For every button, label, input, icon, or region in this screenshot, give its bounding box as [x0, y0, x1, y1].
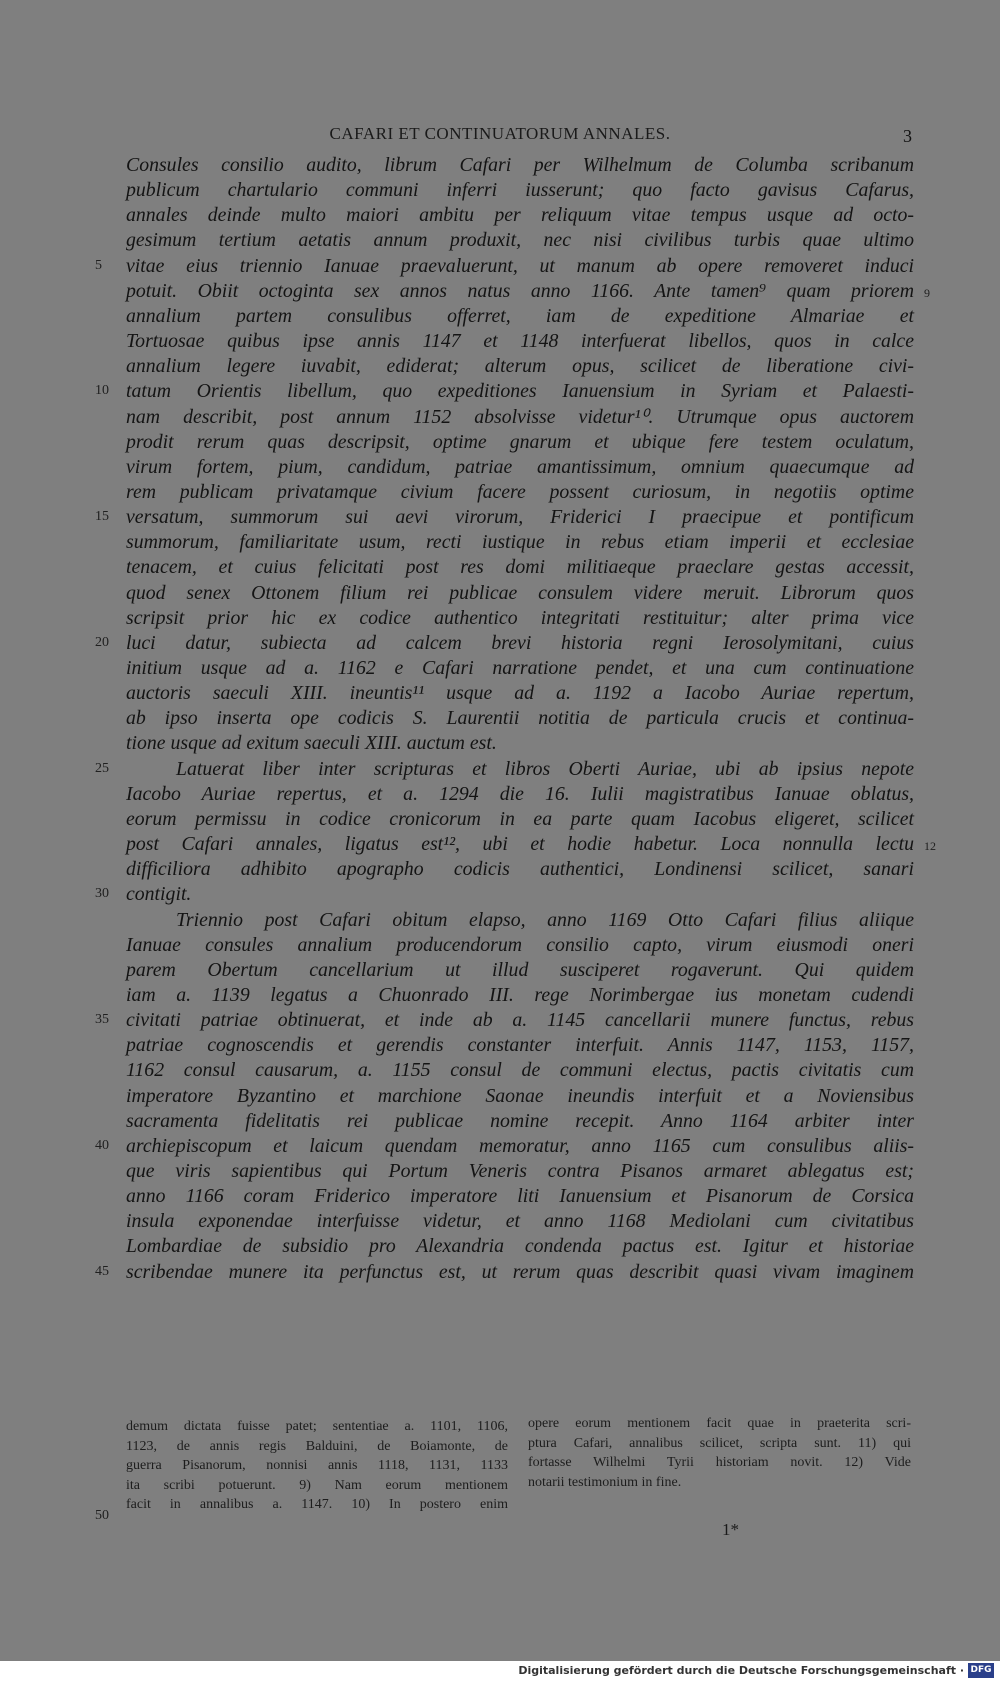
footnote-line: ptura Cafari, annalibus scilicet, scripta sunt. 11) qui [528, 1435, 911, 1451]
footnote-line-number: 50 [95, 1508, 109, 1523]
text-line: archiepiscopum et laicum quendam memoratur, anno 1165 cum consulibus aliis- [126, 1134, 914, 1157]
text-line: prodit rerum quas descripsit, optime gnarum et ubique fere testem oculatum, [126, 430, 914, 453]
text-line: auctoris saeculi XIII. ineuntis¹¹ usque ad a. 1192 a Iacobo Auriae repertum, [126, 682, 914, 705]
dfg-logo: DFG [968, 1663, 994, 1678]
line-number: 25 [95, 760, 109, 776]
line-number: 35 [95, 1012, 109, 1028]
funding-credit: Digitalisierung gefördert durch die Deutsche Forschungsgemeinschaft · [518, 1664, 964, 1677]
text-line: ab ipso inserta ope codicis S. Laurentii notitia de particula crucis et continua- [126, 707, 914, 730]
text-line: Triennio post Cafari obitum elapso, anno 1169 Otto Cafari filius aliique [176, 908, 914, 931]
line-number: 15 [95, 509, 109, 525]
text-line: quod senex Ottonem filium rei publicae consulem videre meruit. Librorum quos [126, 581, 914, 604]
line-number: 40 [95, 1137, 109, 1153]
text-line: annalium legere iuvabit, ediderat; alterum opus, scilicet de liberatione civi- [126, 355, 914, 378]
footnote-line: fortasse Wilhelmi Tyrii historiam novit. 12) Vide [528, 1455, 911, 1470]
text-line: scripsit prior hic ex codice authentico integritati restituitur; alter prima vice [126, 606, 914, 629]
footnote-line: facit in annalibus a. 1147. 10) In postero enim [126, 1497, 508, 1512]
running-header: CAFARI ET CONTINUATORUM ANNALES. [329, 124, 671, 143]
text-line: Ianuae consules annalium producendorum consilio capto, virum eiusmodi oneri [126, 933, 914, 956]
text-line: Latuerat liber inter scripturas et libros Oberti Auriae, ubi ab ipsius nepote [176, 757, 914, 780]
text-line: Consules consilio audito, librum Cafari per Wilhelmum de Columba scribanum [126, 154, 914, 176]
margin-note: 12 [924, 839, 936, 854]
text-line: tenacem, et cuius felicitati post res domi militiaeque praeclare gestas accessit, [126, 556, 914, 579]
text-line: eorum permissu in codice cronicorum in ea parte quam Iacobus eligeret, scilicet [126, 807, 914, 830]
text-line: iam a. 1139 legatus a Chuonrado III. rege Norimbergae ius monetam cudendi [126, 983, 914, 1006]
footnote-line: demum dictata fuisse patet; sententiae a. 1101, 1106, [126, 1419, 508, 1434]
text-line: sacramenta fidelitatis rei publicae nomine recepit. Anno 1164 arbiter inter [126, 1109, 914, 1132]
text-line: Iacobo Auriae repertus, et a. 1294 die 16. Iulii magistratibus Ianuae oblatus, [126, 782, 914, 805]
text-line: annales deinde multo maiori ambitu per reliquum vitae tempus usque ad octo- [126, 204, 914, 227]
line-number: 20 [95, 634, 109, 650]
text-line: vitae eius triennio Ianuae praevaluerunt, ut manum ab opere removeret induci [126, 254, 914, 277]
text-line: parem Obertum cancellarium ut illud susciperet rogaverunt. Qui quidem [126, 958, 914, 981]
text-line: scribendae munere ita perfunctus est, ut rerum quas describit quasi vivam imaginem [126, 1260, 914, 1283]
text-line: gesimum tertium aetatis annum produxit, nec nisi civilibus turbis quae ultimo [126, 229, 914, 252]
text-line: potuit. Obiit octoginta sex annos natus anno 1166. Ante tamen⁹ quam priorem [126, 279, 914, 302]
text-line: Tortuosae quibus ipse annis 1147 et 1148 interfuerat libellos, quos in calce [126, 330, 914, 353]
signature-mark: 1* [722, 1520, 739, 1539]
footnote-line: notarii testimonium in fine. [528, 1474, 682, 1490]
line-number: 5 [95, 257, 102, 273]
text-line: que viris sapientibus qui Portum Veneris contra Pisanos armaret ablegatus est; [126, 1160, 914, 1182]
text-line: difficiliora adhibito apographo codicis authentici, Londinensi scilicet, sanari [126, 858, 914, 881]
text-line: tione usque ad exitum saeculi XIII. auctum est. [126, 732, 497, 755]
text-line: insula exponendae interfuisse videtur, et anno 1168 Mediolani cum civitatibus [126, 1210, 914, 1233]
line-number: 30 [95, 886, 109, 902]
margin-note: 9 [924, 285, 930, 300]
text-line: Lombardiae de subsidio pro Alexandria condenda pactus est. Igitur et historiae [126, 1235, 914, 1258]
text-line: publicum chartulario communi inferri iusserunt; quo facto gavisus Cafarus, [126, 179, 914, 202]
text-line: patriae cognoscendis et gerendis constanter interfuit. Annis 1147, 1153, 1157, [126, 1034, 914, 1057]
footnote-line: ita scribi potuerunt. 9) Nam eorum mentionem [126, 1477, 508, 1493]
text-line: imperatore Byzantino et marchione Saonae ineundis interfuit et a Noviensibus [126, 1084, 914, 1107]
text-line: 1162 consul causarum, a. 1155 consul de communi electus, pactis civitatis cum [126, 1059, 914, 1082]
text-line: virum fortem, pium, candidum, patriae amantissimum, omnium quaecumque ad [126, 455, 914, 478]
text-line: post Cafari annales, ligatus est¹², ubi et hodie habetur. Loca nonnulla lectu [126, 833, 914, 856]
text-line: tatum Orientis libellum, quo expeditiones Ianuensium in Syriam et Palaesti- [126, 380, 914, 403]
footnotes-right-column [528, 1414, 911, 1492]
text-line: summorum, familiaritate usum, recti iustique in rebus etiam imperii et ecclesiae [126, 531, 914, 554]
text-line: rem publicam privatamque civium facere possent curiosum, in negotiis optime [126, 480, 914, 503]
text-line: annalium partem consulibus offerret, iam de expeditione Almariae et [126, 304, 914, 327]
footnote-line: guerra Pisanorum, nonnisi annis 1118, 1131, 1133 [126, 1458, 508, 1473]
footnote-line: opere eorum mentionem facit quae in praeterita scri- [528, 1416, 911, 1431]
footnotes-left-column [126, 1417, 508, 1515]
text-line: luci datur, subiecta ad calcem brevi historia regni Ierosolymitani, cuius [126, 631, 914, 654]
text-line: contigit. [126, 883, 192, 906]
text-line: versatum, summorum sui aevi virorum, Friderici I praecipue et pontificum [126, 506, 914, 529]
line-number: 10 [95, 383, 109, 399]
text-line: civitati patriae obtinuerat, et inde ab a. 1145 cancellarii munere functus, rebus [126, 1009, 914, 1032]
footnote-line: 1123, de annis regis Balduini, de Boiamonte, de [126, 1438, 508, 1454]
text-line: anno 1166 coram Friderico imperatore liti Ianuensium et Pisanorum de Corsica [126, 1185, 914, 1208]
text-line: nam describit, post annum 1152 absolvisse videtur¹⁰. Utrumque opus auctorem [126, 405, 914, 428]
line-number: 45 [95, 1263, 109, 1279]
text-line: initium usque ad a. 1162 e Cafari narratione pendet, et una cum continuatione [126, 657, 914, 679]
page-number: 3 [903, 126, 912, 146]
